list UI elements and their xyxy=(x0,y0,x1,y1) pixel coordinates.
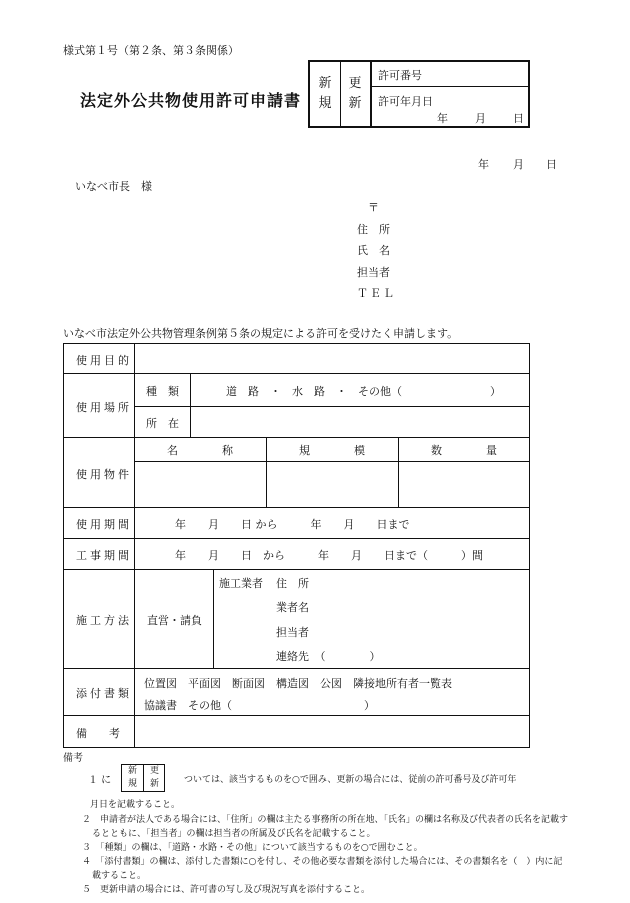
label-method: 施工方法 xyxy=(76,614,132,627)
applicant-tel-label: ＴＥＬ xyxy=(357,287,396,300)
label-remarks: 備 考 xyxy=(76,727,120,740)
note-3: ３ 「種類」の欄は、「道路・水路・その他」について該当するものを○で囲むこと。 xyxy=(82,843,423,853)
sub-row-line xyxy=(134,461,530,462)
use-period-value: 年 月 日 から 年 月 日まで xyxy=(175,518,410,531)
box-divider xyxy=(371,86,529,87)
attachments-line1: 位置図 平面図 断面図 構造図 公図 隣接地所有者一覧表 xyxy=(144,677,452,690)
notes-heading: 備考 xyxy=(63,753,83,764)
date-year: 年 xyxy=(478,158,489,171)
contractor-contact: 連絡先 （ ） xyxy=(276,650,381,663)
new-char: 規 xyxy=(318,96,332,111)
form-number: 様式第１号（第２条、第３条関係） xyxy=(63,44,239,57)
place-kind-value: 道 路 ・ 水 路 ・ その他（ ） xyxy=(226,385,501,398)
label-property: 使用物件 xyxy=(76,468,132,481)
note-4-cont: 載すること。 xyxy=(92,871,147,881)
date-month: 月 xyxy=(513,158,524,171)
date-day: 日 xyxy=(546,158,557,171)
box-char: 更 xyxy=(149,766,159,776)
application-statement: いなべ市法定外公共物管理条例第５条の規定による許可を受けたく申請します。 xyxy=(63,327,459,340)
applicant-address-label: 住 所 xyxy=(357,223,390,236)
col-scale: 規 模 xyxy=(299,444,365,457)
contractor-person: 担当者 xyxy=(276,626,309,639)
note-2-cont: るとともに、「担当者」の欄は担当者の所属及び氏名を記載すること。 xyxy=(92,829,376,839)
box-divider xyxy=(340,61,341,127)
box-char: 規 xyxy=(127,779,137,789)
place-location-label: 所 在 xyxy=(146,417,179,430)
place-kind-label: 種 類 xyxy=(146,385,179,398)
renew-char: 新 xyxy=(348,96,362,111)
permit-date-label: 許可年月日 xyxy=(378,95,433,108)
label-place: 使用場所 xyxy=(76,401,132,414)
renew-label xyxy=(343,74,367,114)
permit-date-year: 年 xyxy=(437,112,448,125)
note-1-cont: 月日を記載すること。 xyxy=(90,800,181,810)
contractor-label: 施工業者 xyxy=(219,577,263,590)
permit-number-label: 許可番号 xyxy=(378,69,422,82)
note-1-box-renew xyxy=(144,765,165,791)
attachments-line2: 協議書 その他（ ） xyxy=(144,699,375,712)
applicant-person-label: 担当者 xyxy=(357,266,390,279)
applicant-name-label: 氏 名 xyxy=(357,244,390,257)
contractor-address: 住 所 xyxy=(276,577,309,590)
label-attachments: 添付書類 xyxy=(76,687,132,700)
box-char: 新 xyxy=(149,779,159,789)
note-1-text: ついては、該当するものを○で囲み、更新の場合には、従前の許可番号及び許可年 xyxy=(184,775,517,785)
permit-date-day: 日 xyxy=(513,112,524,125)
sub-col-line xyxy=(190,373,191,437)
box-char: 新 xyxy=(127,766,137,776)
note-5: ５ 更新申請の場合には、許可書の写し及び現況写真を添付すること。 xyxy=(82,885,371,895)
work-period-value: 年 月 日 から 年 月 日まで（ ）間 xyxy=(175,549,483,562)
note-1-box-new xyxy=(122,765,143,791)
addressee: いなべ市長 様 xyxy=(75,180,152,193)
note-4: ４ 「添付書類」の欄は、添付した書類に○を付し、その他必要な書類を添付した場合には、その書類名を（ ）内に記 xyxy=(82,857,563,867)
postal-mark: 〒 xyxy=(368,201,379,214)
note-1-prefix: １ に xyxy=(88,775,112,786)
note-2: ２ 申請者が法人である場合には、「住所」の欄は主たる事務所の所在地、「氏名」の欄は名称及び代表者の氏名を記載す xyxy=(82,815,569,825)
label-purpose: 使用目的 xyxy=(76,354,132,367)
sub-row-line xyxy=(134,406,530,407)
new-label xyxy=(313,74,337,114)
new-char: 新 xyxy=(318,76,332,91)
box-divider xyxy=(370,61,372,127)
permit-date-month: 月 xyxy=(475,112,486,125)
col-quantity: 数 量 xyxy=(431,444,497,457)
renew-char: 更 xyxy=(348,76,362,91)
method-value: 直営・請負 xyxy=(147,614,202,627)
label-use-period: 使用期間 xyxy=(76,518,132,531)
label-work-period: 工事期間 xyxy=(76,549,132,562)
page-title: 法定外公共物使用許可申請書 xyxy=(80,91,302,110)
col-name: 名 称 xyxy=(167,444,233,457)
contractor-company: 業者名 xyxy=(276,601,309,614)
label-divider xyxy=(134,343,135,748)
sub-col-line xyxy=(213,569,214,668)
